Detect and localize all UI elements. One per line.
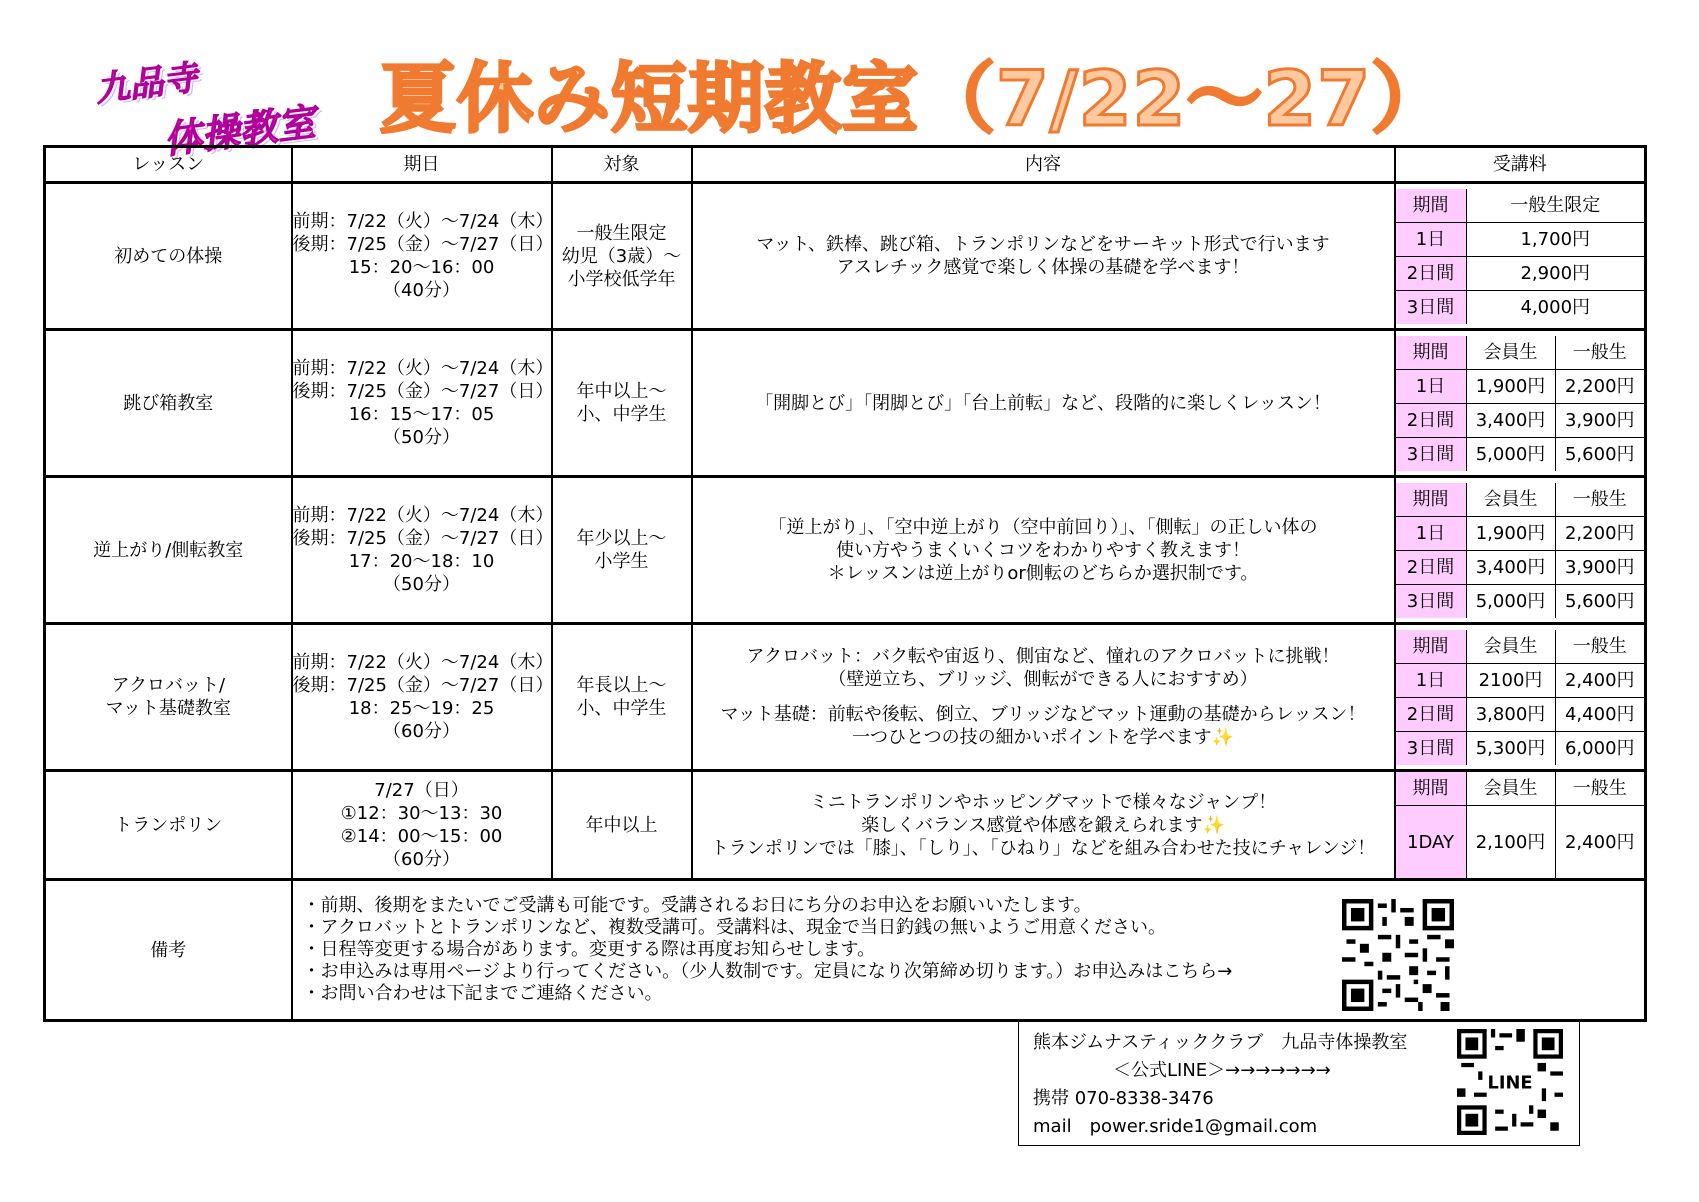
lesson-content: ミニトランポリンやホッピングマットで様々なジャンプ！ 楽しくバランス感覚や体感を鍛えられます✨ トランポリンでは「膝」、「しり」、「ひねり」などを組み合わせた技にチャレンジ！ <box>692 771 1395 880</box>
fee-cell: 期間 会員生 一般生 1日 2100円 2,400円 2日間 3,800円 4,400円 3日間 5,300円 6,000円 <box>1395 624 1646 771</box>
lesson-target: 年中以上 <box>552 771 692 880</box>
page-title: 夏休み短期教室（7/22～27） <box>380 54 1449 143</box>
line-qr-label: LINE <box>1487 1072 1533 1094</box>
lesson-dates: 前期：7/22（火）～7/24（木） 後期：7/25（金）～7/27（日） 17：20～18：10 （50分） <box>292 477 552 624</box>
table-row <box>45 771 1646 880</box>
remarks-row <box>45 880 1646 1021</box>
lesson-dates: 7/27（日） ①12：30～13：30 ②14：00～15：00 （60分） <box>292 771 552 880</box>
signup-qr-icon[interactable] <box>1342 899 1454 1011</box>
lesson-name: トランポリン <box>45 771 292 880</box>
table-row <box>45 183 1646 330</box>
remarks-content: ・前期、後期をまたいでご受講も可能です。受講されるお日にち分のお申込をお願いいたします。 ・アクロバットとトランポリンなど、複数受講可。受講料は、現金で当日釣銭の無いようご用意ください。 ・日程等変更する場合があります。変更する際は再度お知らせします。 ・お申込みは専用ページより行ってください。（少人数制です。定員になり次第締め切ります。）お申込みはこちら→ ・お問い合わせは下記までご連絡ください。 <box>292 880 1646 1021</box>
contact-phone: 携帯 070-8338-3476 <box>1033 1088 1214 1109</box>
lesson-content: マット、鉄棒、跳び箱、トランポリンなどをサーキット形式で行います アスレチック感覚で楽しく体操の基礎を学べます！ <box>692 183 1395 330</box>
header-lesson: レッスン <box>45 147 292 183</box>
header-target: 対象 <box>552 147 692 183</box>
schedule-table <box>43 145 1647 1022</box>
remarks-label: 備考 <box>45 880 292 1021</box>
lesson-content: アクロバット：バク転や宙返り、側宙など、憧れのアクロバットに挑戦！ （壁逆立ち、ブリッジ、側転ができる人におすすめ） マット基礎：前転や後転、倒立、ブリッジなどマット運動の基礎からレッスン！ 一つひとつの技の細かいポイントを学べます✨ <box>692 624 1395 771</box>
lesson-content: 「開脚とび」「閉脚とび」「台上前転」など、段階的に楽しくレッスン！ <box>692 330 1395 477</box>
table-row <box>45 330 1646 477</box>
line-qr-icon[interactable] <box>1457 1029 1563 1135</box>
contact-mail[interactable]: mail power.sride1@gmail.com <box>1033 1116 1318 1137</box>
contact-club-name: 熊本ジムナスティッククラブ 九品寺体操教室 <box>1033 1032 1408 1053</box>
contact-line-label: ＜公式LINE＞→→→→→→→ <box>1113 1060 1331 1081</box>
header-content: 内容 <box>692 147 1395 183</box>
lesson-target: 年中以上～ 小、中学生 <box>552 330 692 477</box>
contact-box <box>1018 1020 1580 1146</box>
lesson-name: アクロバット/ マット基礎教室 <box>45 624 292 771</box>
header-date: 期日 <box>292 147 552 183</box>
header-fee: 受講料 <box>1395 147 1646 183</box>
fee-cell: 期間 会員生 一般生 1DAY 2,100円 2,400円 <box>1395 771 1646 880</box>
lesson-dates: 前期：7/22（火）～7/24（木） 後期：7/25（金）～7/27（日） 16：15～17：05 （50分） <box>292 330 552 477</box>
lesson-dates: 前期：7/22（火）～7/24（木） 後期：7/25（金）～7/27（日） 15：20～16：00 （40分） <box>292 183 552 330</box>
lesson-target: 年長以上～ 小、中学生 <box>552 624 692 771</box>
lesson-dates: 前期：7/22（火）～7/24（木） 後期：7/25（金）～7/27（日） 18：25～19：25 （60分） <box>292 624 552 771</box>
lesson-name: 初めての体操 <box>45 183 292 330</box>
logo <box>93 48 335 163</box>
table-row <box>45 624 1646 771</box>
fee-cell: 期間 一般生限定 1日 1,700円 2日間 2,900円 3日間 4,000円 <box>1395 183 1646 330</box>
lesson-target: 一般生限定 幼児（3歳）～ 小学校低学年 <box>552 183 692 330</box>
fee-cell: 期間 会員生 一般生 1日 1,900円 2,200円 2日間 3,400円 3,900円 3日間 5,000円 5,600円 <box>1395 477 1646 624</box>
lesson-target: 年少以上～ 小学生 <box>552 477 692 624</box>
table-row <box>45 477 1646 624</box>
fee-cell: 期間 会員生 一般生 1日 1,900円 2,200円 2日間 3,400円 3,900円 3日間 5,000円 5,600円 <box>1395 330 1646 477</box>
lesson-content: 「逆上がり」、「空中逆上がり（空中前回り）」、「側転」の正しい体の 使い方やうまくいくコツをわかりやすく教えます！ ＊レッスンは逆上がりor側転のどちらか選択制です。 <box>692 477 1395 624</box>
lesson-name: 逆上がり/側転教室 <box>45 477 292 624</box>
lesson-name: 跳び箱教室 <box>45 330 292 477</box>
logo-line2: 体操教室 <box>161 99 318 163</box>
logo-line1: 九品寺 <box>93 57 200 111</box>
